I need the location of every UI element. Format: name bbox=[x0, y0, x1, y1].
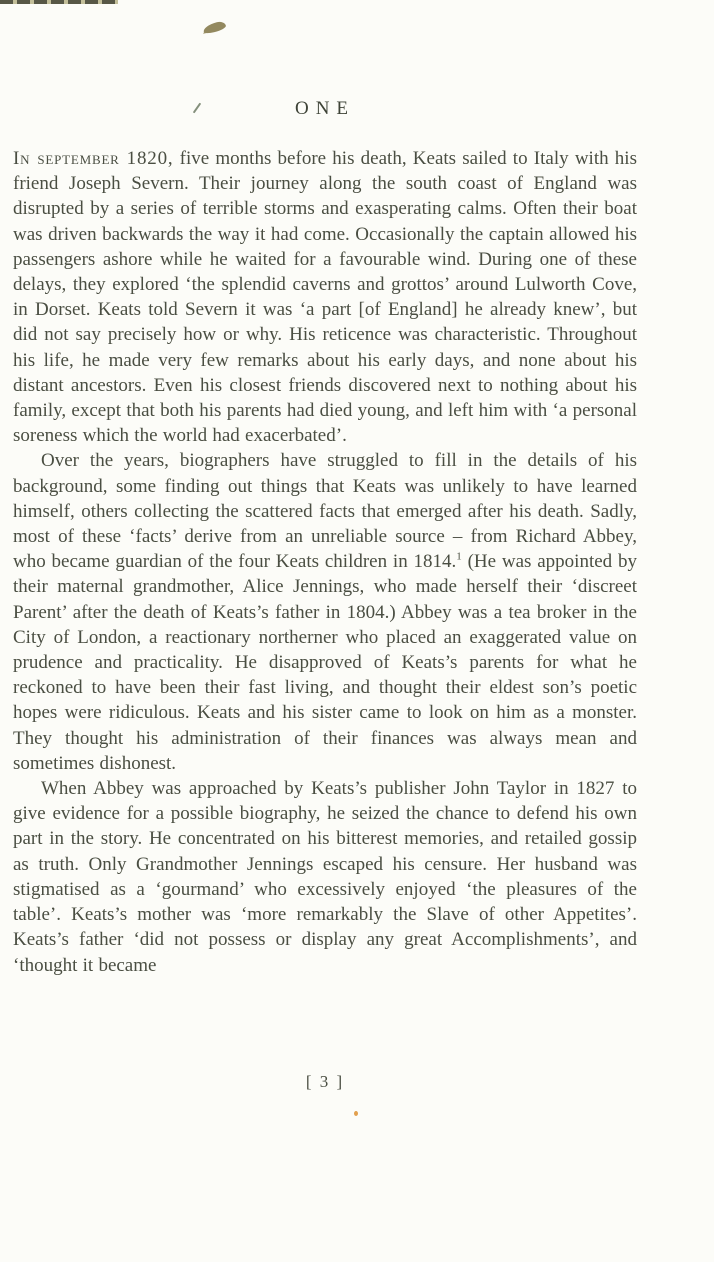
paragraph-1 bbox=[13, 146, 637, 448]
paragraph-1-smallcaps-lead: In september 1820, bbox=[13, 148, 174, 169]
text-block bbox=[13, 0, 637, 978]
chapter-heading: ONE bbox=[294, 98, 356, 119]
paragraph-3: When Abbey was approached by Keats’s publisher John Taylor in 1827 to give evidence for a possible biography, he seized the chance to defend his own part in the story. He concentrated on his bitterest memories, and retailed gossip as truth. Only Grandmother Jennings escaped his censure. Her husband was stigmatised as a ‘gourmand’ who excessively enjoyed ‘the pleasures of the table’. Keats’s mother was ‘more remarkably the Slave of other Appetites’. Keats’s father ‘did not possess or display any great Accomplishments’, and ‘thought it became bbox=[13, 778, 637, 976]
page-number: [ 3 ] bbox=[305, 1072, 345, 1091]
paragraph-1-text: five months before his death, Keats sailed to Italy with his friend Joseph Severn. Their journey along the south coast of England was disrupted by a series of terrible storms and exasperating calms. Often their boat was driven backwards the way it had come. Occasionally the captain allowed his passengers ashore while he waited for a favourable wind. During one of these delays, they explored ‘the splendid caverns and grottos’ around Lulworth Cove, in Dorset. Keats told Severn it was ‘a part [of England] he already knew’, but did not say precisely how or why. His reticence was characteristic. Throughout his life, he made very few remarks about his early days, and none about his distant ancestors. Even his closest friends discovered next to nothing about his family, except that both his parents had died young, and left him with ‘a personal soreness which the world had exacerbated’. bbox=[13, 148, 637, 447]
paragraph-2-text-before-footnote: Over the years, biographers have struggled to fill in the details of his background, some finding out things that Keats was unlikely to have learned himself, others collecting the scattered facts that emerged after his death. Sadly, most of these ‘facts’ derive from an unreliable source – from Richard Abbey, who became guardian of the four Keats children in 1814. bbox=[13, 450, 637, 573]
orange-speck-icon bbox=[354, 1111, 358, 1116]
paragraph-2-text-after-footnote: (He was appointed by their maternal grandmother, Alice Jennings, who made herself their ‘discreet Parent’ after the death of Keats’s father in 1804.) Abbey was a tea broker in the City of London, a reactionary northerner who placed an exaggerated value on prudence and practicality. He disapproved of Keats’s parents for what he reckoned to have been their fast living, and thought their eldest son’s poetic hopes were ridiculous. Keats and his sister came to look on him as a monster. They thought his administration of their finances was always mean and sometimes dishonest. bbox=[13, 551, 637, 774]
body-text bbox=[13, 146, 637, 978]
footnote-marker: 1 bbox=[456, 550, 462, 563]
paragraph-2 bbox=[13, 448, 637, 776]
